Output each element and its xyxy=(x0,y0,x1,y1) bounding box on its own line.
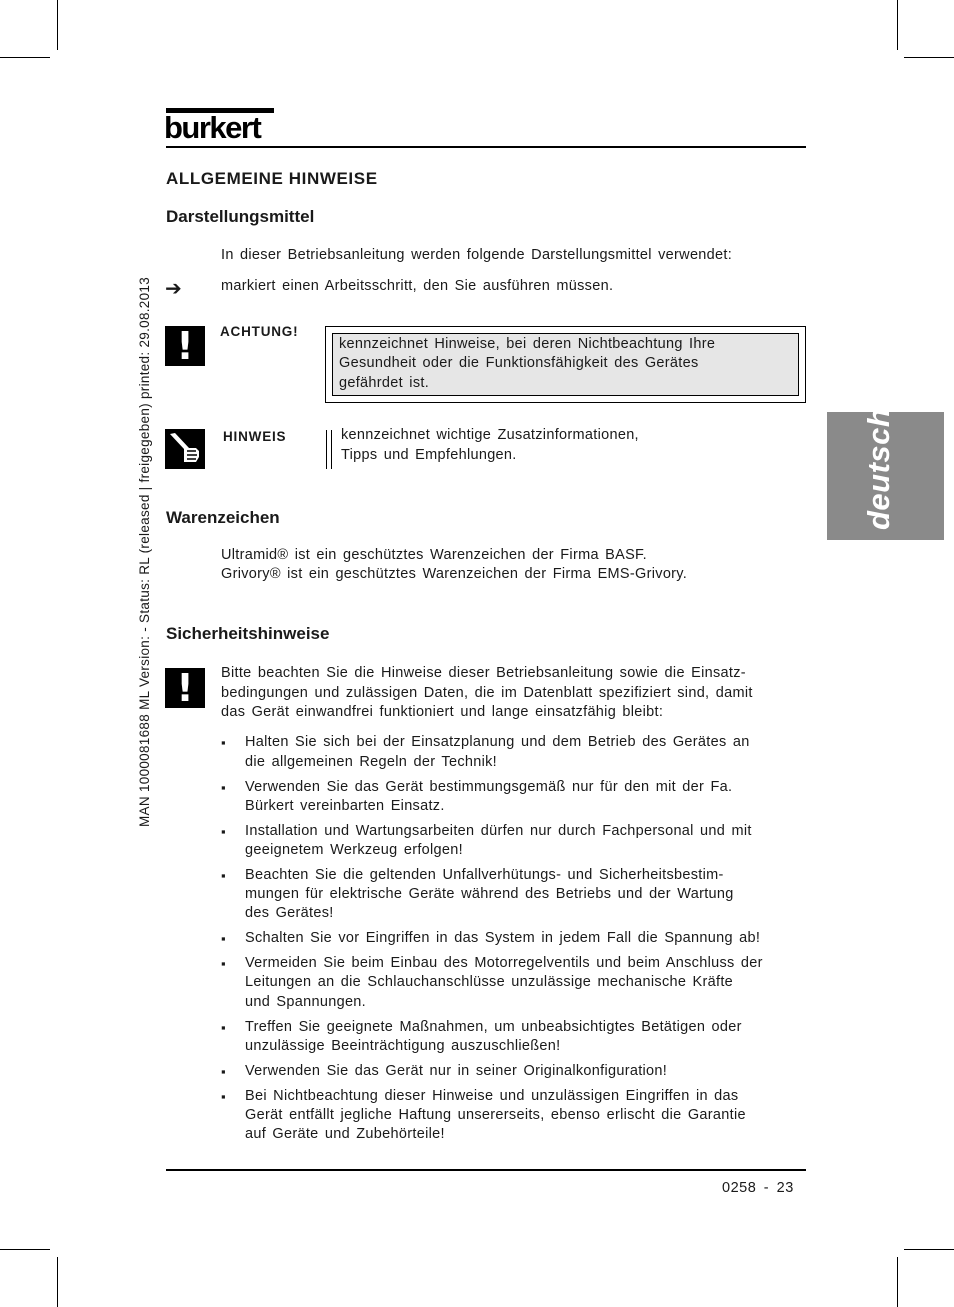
section-heading-darstellungsmittel: Darstellungsmittel xyxy=(166,207,315,226)
hinweis-marker-line xyxy=(326,430,327,469)
crop-mark xyxy=(904,1249,954,1250)
header-rule xyxy=(166,146,806,148)
crop-mark xyxy=(897,0,898,50)
safety-intro-line: bedingungen und zulässigen Daten, die im Datenblatt spezifiziert sind, damit xyxy=(221,685,753,701)
document-status-sidebar: MAN 1000081688 ML Version: - Status: RL (released | freigegeben) printed: 29.08.2013 xyxy=(137,276,152,827)
safety-bullet-line: Leitungen an die Schlauchanschlüsse unzulässige mechanische Kräfte xyxy=(245,974,734,990)
safety-intro-line: das Gerät einwandfrei funktioniert und lange einsatzfähig bleibt: xyxy=(221,704,664,720)
safety-bullet-line: Verwenden Sie das Gerät nur in seiner Originalkonfiguration! xyxy=(245,1063,668,1079)
safety-bullet-line: Schalten Sie vor Eingriffen in das System in jedem Fall die Spannung ab! xyxy=(245,930,761,946)
trademark-line: Grivory® ist ein geschütztes Warenzeichen der Firma EMS-Grivory. xyxy=(221,566,688,582)
language-tab-label: deutsch xyxy=(861,407,896,530)
achtung-label: ACHTUNG! xyxy=(220,324,299,339)
section-heading-warenzeichen: Warenzeichen xyxy=(166,508,280,527)
safety-bullet-line: Halten Sie sich bei der Einsatzplanung und dem Betrieb des Gerätes an xyxy=(245,734,750,750)
bullet-icon: ▪ xyxy=(221,1020,226,1035)
bullet-icon: ▪ xyxy=(221,735,226,750)
bullet-icon: ▪ xyxy=(221,956,226,971)
hinweis-label: HINWEIS xyxy=(223,429,287,444)
achtung-line: Gesundheit oder die Funktionsfähigkeit des Gerätes xyxy=(339,355,699,371)
thumbs-up-hand-icon xyxy=(165,429,205,469)
bullet-icon: ▪ xyxy=(221,931,226,946)
crop-mark xyxy=(904,57,954,58)
safety-bullet-line: Treffen Sie geeignete Maßnahmen, um unbeabsichtigtes Betätigen oder xyxy=(245,1019,742,1035)
safety-bullet-line: Vermeiden Sie beim Einbau des Motorregelventils und beim Anschluss der xyxy=(245,955,763,971)
brand-logo: burkert xyxy=(164,110,261,145)
hinweis-line: kennzeichnet wichtige Zusatzinformationen, xyxy=(341,427,639,443)
page-number: 0258 - 23 xyxy=(722,1180,794,1196)
crop-mark xyxy=(57,1257,58,1307)
safety-bullet-line: auf Geräte und Zubehörteile! xyxy=(245,1126,445,1142)
crop-mark xyxy=(57,0,58,50)
bullet-icon: ▪ xyxy=(221,1064,226,1079)
exclamation-icon: ! xyxy=(165,326,205,366)
bullet-icon: ▪ xyxy=(221,780,226,795)
achtung-line: kennzeichnet Hinweise, bei deren Nichtbeachtung Ihre xyxy=(339,336,716,352)
safety-bullet-line: Installation und Wartungsarbeiten dürfen nur durch Fachpersonal und mit xyxy=(245,823,752,839)
safety-bullet-line: geeignetem Werkzeug erfolgen! xyxy=(245,842,463,858)
safety-bullet-line: Bei Nichtbeachtung dieser Hinweise und unzulässigen Eingriffen in das xyxy=(245,1088,739,1104)
crop-mark xyxy=(0,1249,50,1250)
trademark-line: Ultramid® ist ein geschütztes Warenzeichen der Firma BASF. xyxy=(221,547,647,563)
safety-bullet-line: Verwenden Sie das Gerät bestimmungsgemäß nur für den mit der Fa. xyxy=(245,779,733,795)
safety-bullet-line: Beachten Sie die geltenden Unfallverhütungs- und Sicherheitsbestim- xyxy=(245,867,724,883)
arrow-right-icon: ➔ xyxy=(165,276,183,300)
safety-bullet-line: des Gerätes! xyxy=(245,905,334,921)
safety-bullet-line: und Spannungen. xyxy=(245,994,366,1010)
safety-intro-line: Bitte beachten Sie die Hinweise dieser Betriebsanleitung sowie die Einsatz- xyxy=(221,665,746,681)
bullet-icon: ▪ xyxy=(221,824,226,839)
safety-bullet-line: Gerät entfällt jegliche Haftung unsererseits, ebenso erlischt die Garantie xyxy=(245,1107,746,1123)
footer-rule xyxy=(166,1169,806,1171)
hinweis-line: Tipps und Empfehlungen. xyxy=(341,447,517,463)
safety-bullet-line: Bürkert vereinbarten Einsatz. xyxy=(245,798,445,814)
safety-bullet-line: unzulässige Beeinträchtigung auszuschließen! xyxy=(245,1038,561,1054)
achtung-line: gefährdet ist. xyxy=(339,375,430,391)
section-heading-sicherheitshinweise: Sicherheitshinweise xyxy=(166,624,330,643)
crop-mark xyxy=(0,57,50,58)
arrow-explanation: markiert einen Arbeitsschritt, den Sie ausführen müssen. xyxy=(221,278,614,294)
crop-mark xyxy=(897,1257,898,1307)
darstellung-intro: In dieser Betriebsanleitung werden folgende Darstellungsmittel verwendet: xyxy=(221,247,733,263)
bullet-icon: ▪ xyxy=(221,1089,226,1104)
safety-bullet-line: die allgemeinen Regeln der Technik! xyxy=(245,754,497,770)
safety-bullet-line: mungen für elektrische Geräte während des Betriebs und der Wartung xyxy=(245,886,734,902)
exclamation-icon: ! xyxy=(165,668,205,708)
main-heading: ALLGEMEINE HINWEISE xyxy=(166,169,378,188)
bullet-icon: ▪ xyxy=(221,868,226,883)
hinweis-marker-line xyxy=(331,430,332,469)
